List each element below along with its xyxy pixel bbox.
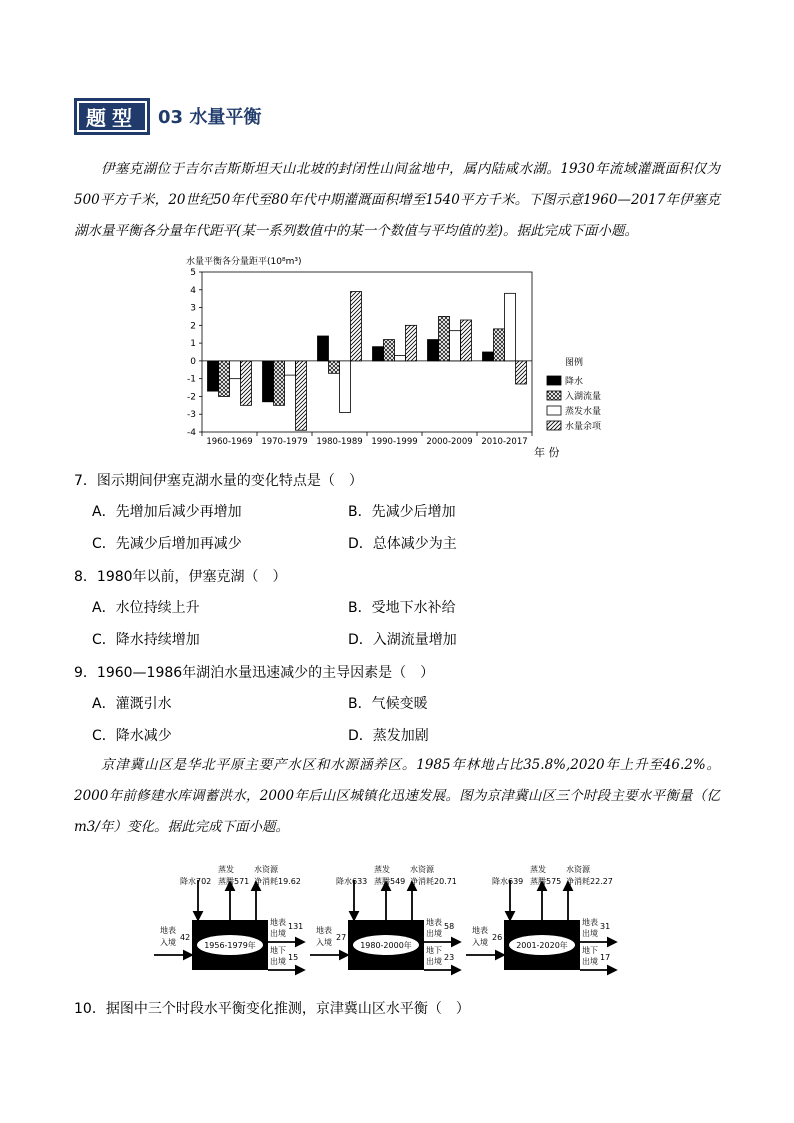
ground-outflow-label: 地下: [270, 946, 286, 955]
inflow-value: 42: [180, 933, 191, 942]
surface-outflow-value: 58: [444, 922, 455, 931]
ground-outflow-label: 出境: [582, 957, 598, 966]
bar-1: [219, 361, 230, 397]
consume-label: 水资源: [254, 865, 278, 874]
section-title: 03 水量平衡: [158, 107, 262, 128]
legend-label: 水量余项: [565, 422, 602, 432]
bar-2: [395, 356, 406, 361]
y-tick-label: 4: [190, 285, 196, 296]
passage-1: 伊塞克湖位于吉尔吉斯斯坦天山北坡的封闭性山间盆地中，属内陆咸水湖。1930年流域灌溉面积仅为500平方千米，20世纪50年代至80年代中期灌溉面积增至1540平方千米。下图示意1960—2017年伊塞克湖水量平衡各分量年代距平(某一系列数值中的某一个数值与平均值的差)。据此完成下面小题。: [74, 161, 720, 239]
bar-0: [373, 347, 384, 361]
inflow-label: 地表: [472, 926, 488, 935]
evap-label: 蒸发: [218, 865, 234, 874]
evap-label: 蒸腾575: [530, 877, 562, 886]
surface-outflow-label: 地表: [426, 918, 442, 927]
evap-label: 蒸发: [374, 865, 390, 874]
question-stem: 9．1960—1986年湖泊水量迅速减少的主导因素是（ ）: [74, 665, 435, 681]
y-tick-label: 3: [190, 303, 196, 314]
bar-0: [428, 340, 439, 361]
x-tick-label: 2000-2009: [426, 437, 473, 447]
bar-3: [351, 292, 362, 361]
ground-outflow-value: 15: [288, 953, 299, 962]
surface-outflow-label: 出境: [582, 929, 598, 938]
y-tick-label: 5: [190, 268, 196, 278]
legend-label: 蒸发水量: [565, 407, 602, 417]
x-tick-label: 1980-1989: [316, 437, 363, 447]
x-tick-label: 1960-1969: [206, 437, 253, 447]
bar-1: [274, 361, 285, 405]
x-tick-label: 1970-1979: [261, 437, 308, 447]
answer-option[interactable]: C．先减少后增加再减少: [92, 536, 242, 552]
surface-outflow-label: 地表: [270, 918, 286, 927]
answer-option[interactable]: B．受地下水补给: [348, 600, 456, 616]
inflow-label: 入境: [472, 938, 488, 947]
question-stem: 7．图示期间伊塞克湖水量的变化特点是（ ）: [74, 473, 363, 489]
chart-ylabel: 水量平衡各分量距平(10⁸m³): [186, 257, 302, 267]
bar-2: [285, 361, 296, 375]
surface-outflow-label: 出境: [426, 929, 442, 938]
bar-1: [494, 329, 505, 361]
consume-label: 水资源: [410, 865, 434, 874]
question-10-stem: 10．据图中三个时段水平衡变化推测，京津冀山区水平衡（ ）: [74, 1001, 470, 1017]
legend-swatch: [547, 421, 561, 430]
x-tick-label: 1990-1999: [371, 437, 418, 447]
bar-3: [461, 320, 472, 361]
legend-swatch: [547, 406, 561, 415]
bar-1: [439, 316, 450, 360]
rain-label: 降水639: [492, 877, 524, 886]
answer-option[interactable]: D．蒸发加剧: [348, 728, 429, 744]
answer-option[interactable]: D．总体减少为主: [348, 536, 457, 552]
ground-outflow-value: 23: [444, 953, 455, 962]
y-tick-label: -4: [187, 428, 196, 438]
inflow-label: 地表: [316, 926, 332, 935]
bar-3: [406, 325, 417, 361]
legend-label: 降水: [565, 377, 584, 387]
answer-option[interactable]: A．灌溉引水: [92, 696, 172, 712]
answer-option[interactable]: D．入湖流量增加: [348, 632, 457, 648]
water-balance-chart: [172, 252, 622, 462]
rain-label: 降水633: [336, 877, 368, 886]
water-flow-diagram: [150, 860, 640, 980]
evap-label: 蒸腾571: [218, 877, 250, 886]
legend-label: 入湖流量: [565, 392, 602, 402]
y-tick-label: -3: [187, 410, 196, 421]
inflow-label: 入境: [160, 938, 176, 947]
evap-label: 蒸发: [530, 865, 546, 874]
inflow-value: 26: [492, 933, 503, 942]
surface-outflow-value: 131: [288, 922, 304, 931]
chart-xlabel: 年 份: [534, 446, 560, 459]
legend-swatch: [547, 376, 561, 385]
section-header: [74, 100, 261, 132]
consume-label: 净消耗19.62: [254, 877, 301, 886]
section-badge: 题型: [74, 98, 150, 135]
y-tick-label: -1: [187, 374, 196, 385]
y-tick-label: -2: [187, 392, 196, 403]
answer-option[interactable]: A．水位持续上升: [92, 600, 200, 616]
surface-outflow-label: 出境: [270, 929, 286, 938]
bar-0: [318, 336, 329, 361]
answer-option[interactable]: B．气候变暖: [348, 696, 428, 712]
ground-outflow-label: 出境: [426, 957, 442, 966]
consume-label: 水资源: [566, 865, 590, 874]
bar-0: [208, 361, 219, 391]
answer-option[interactable]: C．降水减少: [92, 728, 172, 744]
evap-label: 蒸腾549: [374, 877, 406, 886]
period-label: 1980-2000年: [360, 941, 412, 950]
inflow-label: 地表: [160, 926, 176, 935]
passage-2: 京津冀山区是华北平原主要产水区和水源涵养区。1985年林地占比35.8%,2020年上升至46.2%。2000年前修建水库调蓄洪水，2000年后山区城镇化迅速发展。图为京津冀山区三个时段主要水平衡量（亿m3/年）变化。据此完成下面小题。: [74, 757, 720, 835]
surface-outflow-value: 31: [600, 922, 611, 931]
rain-label: 降水702: [180, 877, 212, 886]
ground-outflow-label: 出境: [270, 957, 286, 966]
answer-option[interactable]: A．先增加后减少再增加: [92, 504, 242, 520]
bar-2: [230, 361, 241, 379]
inflow-value: 27: [336, 933, 347, 942]
period-label: 2001-2020年: [516, 941, 568, 950]
consume-label: 净消耗22.27: [566, 877, 613, 886]
x-tick-label: 2010-2017: [481, 437, 528, 447]
legend-swatch: [547, 391, 561, 400]
bar-2: [450, 331, 461, 361]
ground-outflow-label: 地下: [582, 946, 598, 955]
ground-outflow-label: 地下: [426, 946, 442, 955]
y-tick-label: 1: [190, 339, 196, 350]
bar-3: [296, 361, 307, 430]
y-tick-label: 2: [190, 321, 196, 332]
ground-outflow-value: 17: [600, 953, 611, 962]
question-stem: 8．1980年以前，伊塞克湖（ ）: [74, 569, 287, 585]
answer-option[interactable]: C．降水持续增加: [92, 632, 200, 648]
answer-option[interactable]: B．先减少后增加: [348, 504, 456, 520]
bar-1: [329, 361, 340, 373]
consume-label: 净消耗20.71: [410, 877, 457, 886]
y-tick-label: 0: [190, 356, 196, 367]
bar-0: [483, 352, 494, 361]
bar-1: [384, 340, 395, 361]
legend-title: 图例: [565, 358, 584, 368]
bar-3: [241, 361, 252, 405]
inflow-label: 入境: [316, 938, 332, 947]
bar-2: [340, 361, 351, 413]
bar-0: [263, 361, 274, 402]
bar-2: [505, 293, 516, 361]
bar-3: [516, 361, 527, 384]
surface-outflow-label: 地表: [582, 918, 598, 927]
period-label: 1956-1979年: [204, 941, 256, 950]
